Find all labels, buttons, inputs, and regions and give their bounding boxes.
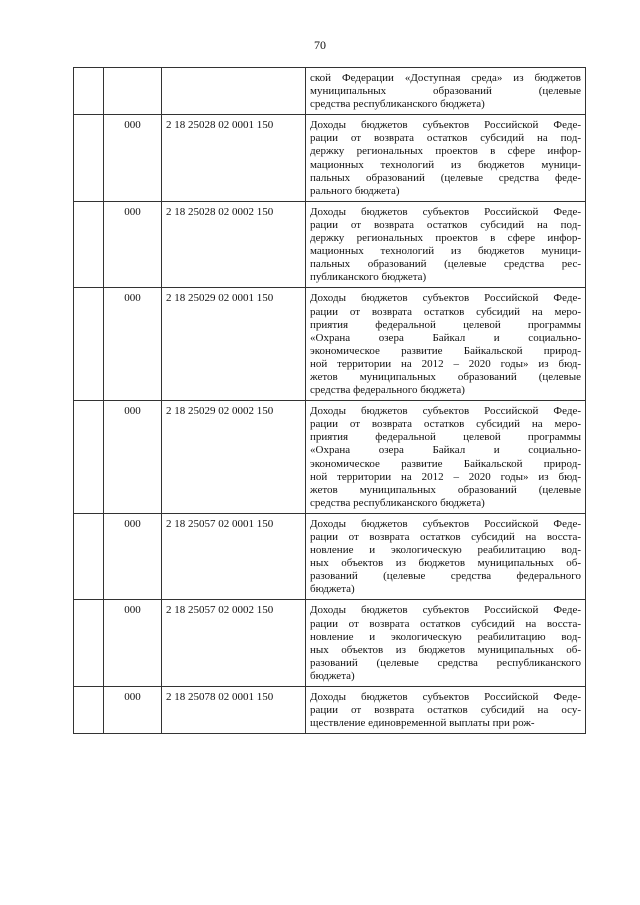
description-line: экономическое развитие Байкальской природ- xyxy=(310,344,581,357)
table-row xyxy=(74,68,586,115)
description-line: рации от возврата остатков субсидий на восста- xyxy=(310,617,581,630)
description-line: новление и экологическую реабилитацию вод- xyxy=(310,630,581,643)
table-row xyxy=(74,600,586,687)
description-line: Доходы бюджетов субъектов Российской Феде- xyxy=(310,517,581,530)
revenue-description-cell xyxy=(306,68,586,115)
description-line: ных объектов из бюджетов муниципальных об- xyxy=(310,643,581,656)
table-row xyxy=(74,401,586,514)
description-line: публиканского бюджета) xyxy=(310,271,427,284)
description-line: пальных образований (целевые средства рес- xyxy=(310,258,581,271)
description-line: ной территории на 2012 – 2020 годы» из бюд- xyxy=(310,357,581,370)
description-line: «Охрана озера Байкал и социально- xyxy=(310,444,581,457)
budget-classification-code-cell: 2 18 25029 02 0002 150 xyxy=(162,401,306,514)
admin-code-cell: 000 xyxy=(104,201,162,288)
budget-classification-code-cell: 2 18 25028 02 0002 150 xyxy=(162,201,306,288)
description-line: рации от возврата остатков субсидий на меро- xyxy=(310,305,581,318)
table-row xyxy=(74,513,586,600)
description-line: пальных образований (целевые средства феде- xyxy=(310,171,581,184)
description-line: бюджета) xyxy=(310,583,355,596)
description-line: ных объектов из бюджетов муниципальных об- xyxy=(310,557,581,570)
row-number-cell xyxy=(74,68,104,115)
description-line: разований (целевые средства республиканского xyxy=(310,656,581,669)
description-line: Доходы бюджетов субъектов Российской Феде- xyxy=(310,119,581,132)
revenue-description-cell xyxy=(306,513,586,600)
description-line: держку региональных проектов в сфере инфор- xyxy=(310,232,581,245)
budget-classification-code-cell: 2 18 25078 02 0001 150 xyxy=(162,687,306,734)
admin-code-cell xyxy=(104,68,162,115)
admin-code-cell: 000 xyxy=(104,401,162,514)
budget-classification-code-cell xyxy=(162,68,306,115)
revenue-description-cell xyxy=(306,201,586,288)
description-line: жетов муниципальных образований (целевые xyxy=(310,370,581,383)
description-line: рации от возврата остатков субсидий на меро- xyxy=(310,418,581,431)
description-line: Доходы бюджетов субъектов Российской Феде- xyxy=(310,691,581,704)
description-line: держку региональных проектов в сфере инфор- xyxy=(310,145,581,158)
description-line: мационных технологий из бюджетов муници- xyxy=(310,245,581,258)
description-line: рального бюджета) xyxy=(310,184,400,197)
page-number: 70 xyxy=(314,38,326,52)
description-line: рации от возврата остатков субсидий на под- xyxy=(310,218,581,231)
admin-code-cell: 000 xyxy=(104,115,162,202)
revenue-description-cell xyxy=(306,687,586,734)
table-row xyxy=(74,687,586,734)
row-number-cell xyxy=(74,600,104,687)
description-line: Доходы бюджетов субъектов Российской Феде- xyxy=(310,205,581,218)
budget-classification-code-cell: 2 18 25057 02 0002 150 xyxy=(162,600,306,687)
description-line: ной территории на 2012 – 2020 годы» из бюд- xyxy=(310,470,581,483)
admin-code-cell: 000 xyxy=(104,600,162,687)
description-line: рации от возврата остатков субсидий на восста- xyxy=(310,531,581,543)
table-row xyxy=(74,201,586,288)
row-number-cell xyxy=(74,687,104,734)
table-body xyxy=(74,68,586,734)
budget-classification-code-cell: 2 18 25029 02 0001 150 xyxy=(162,288,306,401)
admin-code-cell: 000 xyxy=(104,288,162,401)
description-line: новление и экологическую реабилитацию вод- xyxy=(310,544,581,557)
budget-revenue-table xyxy=(73,67,586,734)
description-line: Доходы бюджетов субъектов Российской Феде- xyxy=(310,292,581,305)
description-line: мационных технологий из бюджетов муници- xyxy=(310,158,581,171)
description-line: средства республиканского бюджета) xyxy=(310,98,485,111)
row-number-cell xyxy=(74,115,104,202)
budget-classification-code-cell: 2 18 25057 02 0001 150 xyxy=(162,513,306,600)
description-line: средства федерального бюджета) xyxy=(310,384,465,397)
row-number-cell xyxy=(74,401,104,514)
table-row xyxy=(74,288,586,401)
revenue-description-cell xyxy=(306,401,586,514)
admin-code-cell: 000 xyxy=(104,687,162,734)
description-line: бюджета) xyxy=(310,669,355,682)
row-number-cell xyxy=(74,513,104,600)
description-line: ской Федерации «Доступная среда» из бюджетов муниципальных образований (целевые xyxy=(310,72,581,98)
description-line: приятия федеральной целевой программы xyxy=(310,431,581,444)
admin-code-cell: 000 xyxy=(104,513,162,600)
budget-classification-code-cell: 2 18 25028 02 0001 150 xyxy=(162,115,306,202)
description-line: ществление единовременной выплаты при рож- xyxy=(310,717,535,730)
description-line: разований (целевые средства федерального xyxy=(310,570,581,583)
description-line: приятия федеральной целевой программы xyxy=(310,318,581,331)
description-line: Доходы бюджетов субъектов Российской Феде- xyxy=(310,604,581,617)
description-line: рации от возврата остатков субсидий на осу- xyxy=(310,704,581,717)
row-number-cell xyxy=(74,288,104,401)
row-number-cell xyxy=(74,201,104,288)
description-line: «Охрана озера Байкал и социально- xyxy=(310,331,581,344)
description-line: жетов муниципальных образований (целевые xyxy=(310,483,581,496)
description-line: Доходы бюджетов субъектов Российской Феде- xyxy=(310,405,581,418)
description-line: экономическое развитие Байкальской природ- xyxy=(310,457,581,470)
revenue-description-cell xyxy=(306,600,586,687)
table-row xyxy=(74,115,586,202)
description-line: средства республиканского бюджета) xyxy=(310,496,485,509)
description-line: рации от возврата остатков субсидий на под- xyxy=(310,132,581,145)
revenue-description-cell xyxy=(306,288,586,401)
revenue-description-cell xyxy=(306,115,586,202)
